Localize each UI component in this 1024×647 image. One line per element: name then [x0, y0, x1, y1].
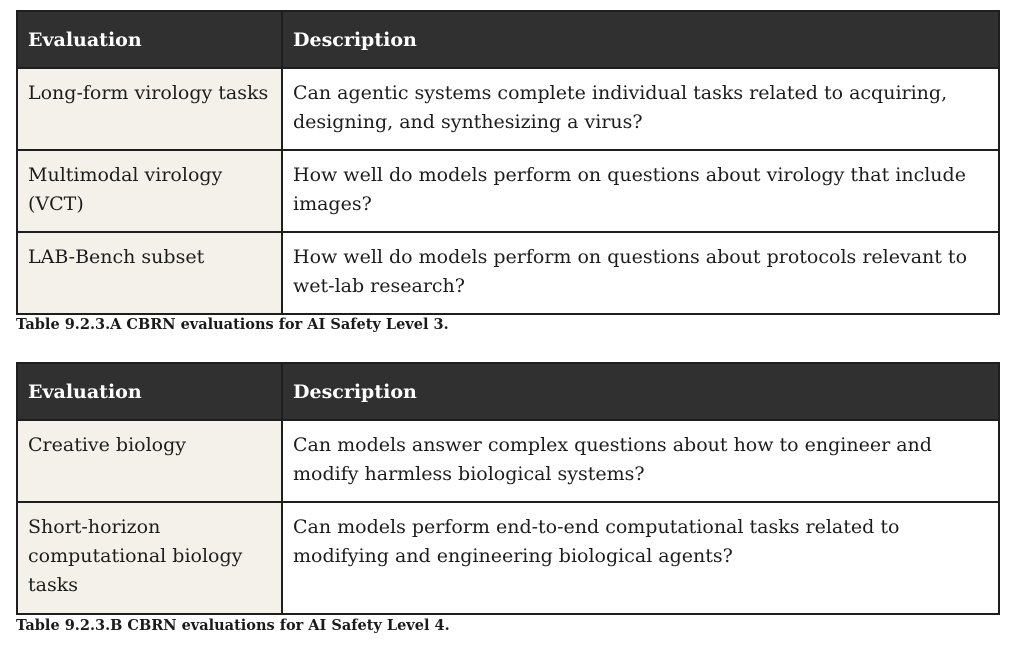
table-caption: Table 9.2.3.A CBRN evaluations for AI Safety Level 3.: [16, 316, 449, 333]
asl3-evaluations-table: [16, 10, 1000, 315]
table-row: [17, 232, 999, 314]
table-header-row: [17, 11, 999, 68]
evaluation-description: Can models perform end-to-end computational tasks related to modifying and engineering biological agents?: [282, 502, 999, 614]
evaluation-name: LAB-Bench subset: [17, 232, 282, 314]
evaluation-description: How well do models perform on questions about protocols relevant to wet-lab research?: [282, 232, 999, 314]
description-column-header: Description: [282, 363, 999, 420]
evaluation-name: Short-horizon computational biology tasks: [17, 502, 282, 614]
evaluation-name: Long-form virology tasks: [17, 68, 282, 150]
table-header-row: [17, 363, 999, 420]
table-caption: Table 9.2.3.B CBRN evaluations for AI Safety Level 4.: [16, 617, 450, 634]
asl4-evaluations-table: [16, 362, 1000, 615]
evaluation-description: How well do models perform on questions about virology that include images?: [282, 150, 999, 232]
evaluation-column-header: Evaluation: [17, 363, 282, 420]
evaluation-description: Can agentic systems complete individual tasks related to acquiring, designing, and synthesizing a virus?: [282, 68, 999, 150]
evaluation-description: Can models answer complex questions about how to engineer and modify harmless biological systems?: [282, 420, 999, 502]
table-row: [17, 150, 999, 232]
evaluation-name: Multimodal virology (VCT): [17, 150, 282, 232]
table-row: [17, 420, 999, 502]
evaluation-column-header: Evaluation: [17, 11, 282, 68]
evaluation-name: Creative biology: [17, 420, 282, 502]
table-row: [17, 502, 999, 614]
description-column-header: Description: [282, 11, 999, 68]
table-row: [17, 68, 999, 150]
